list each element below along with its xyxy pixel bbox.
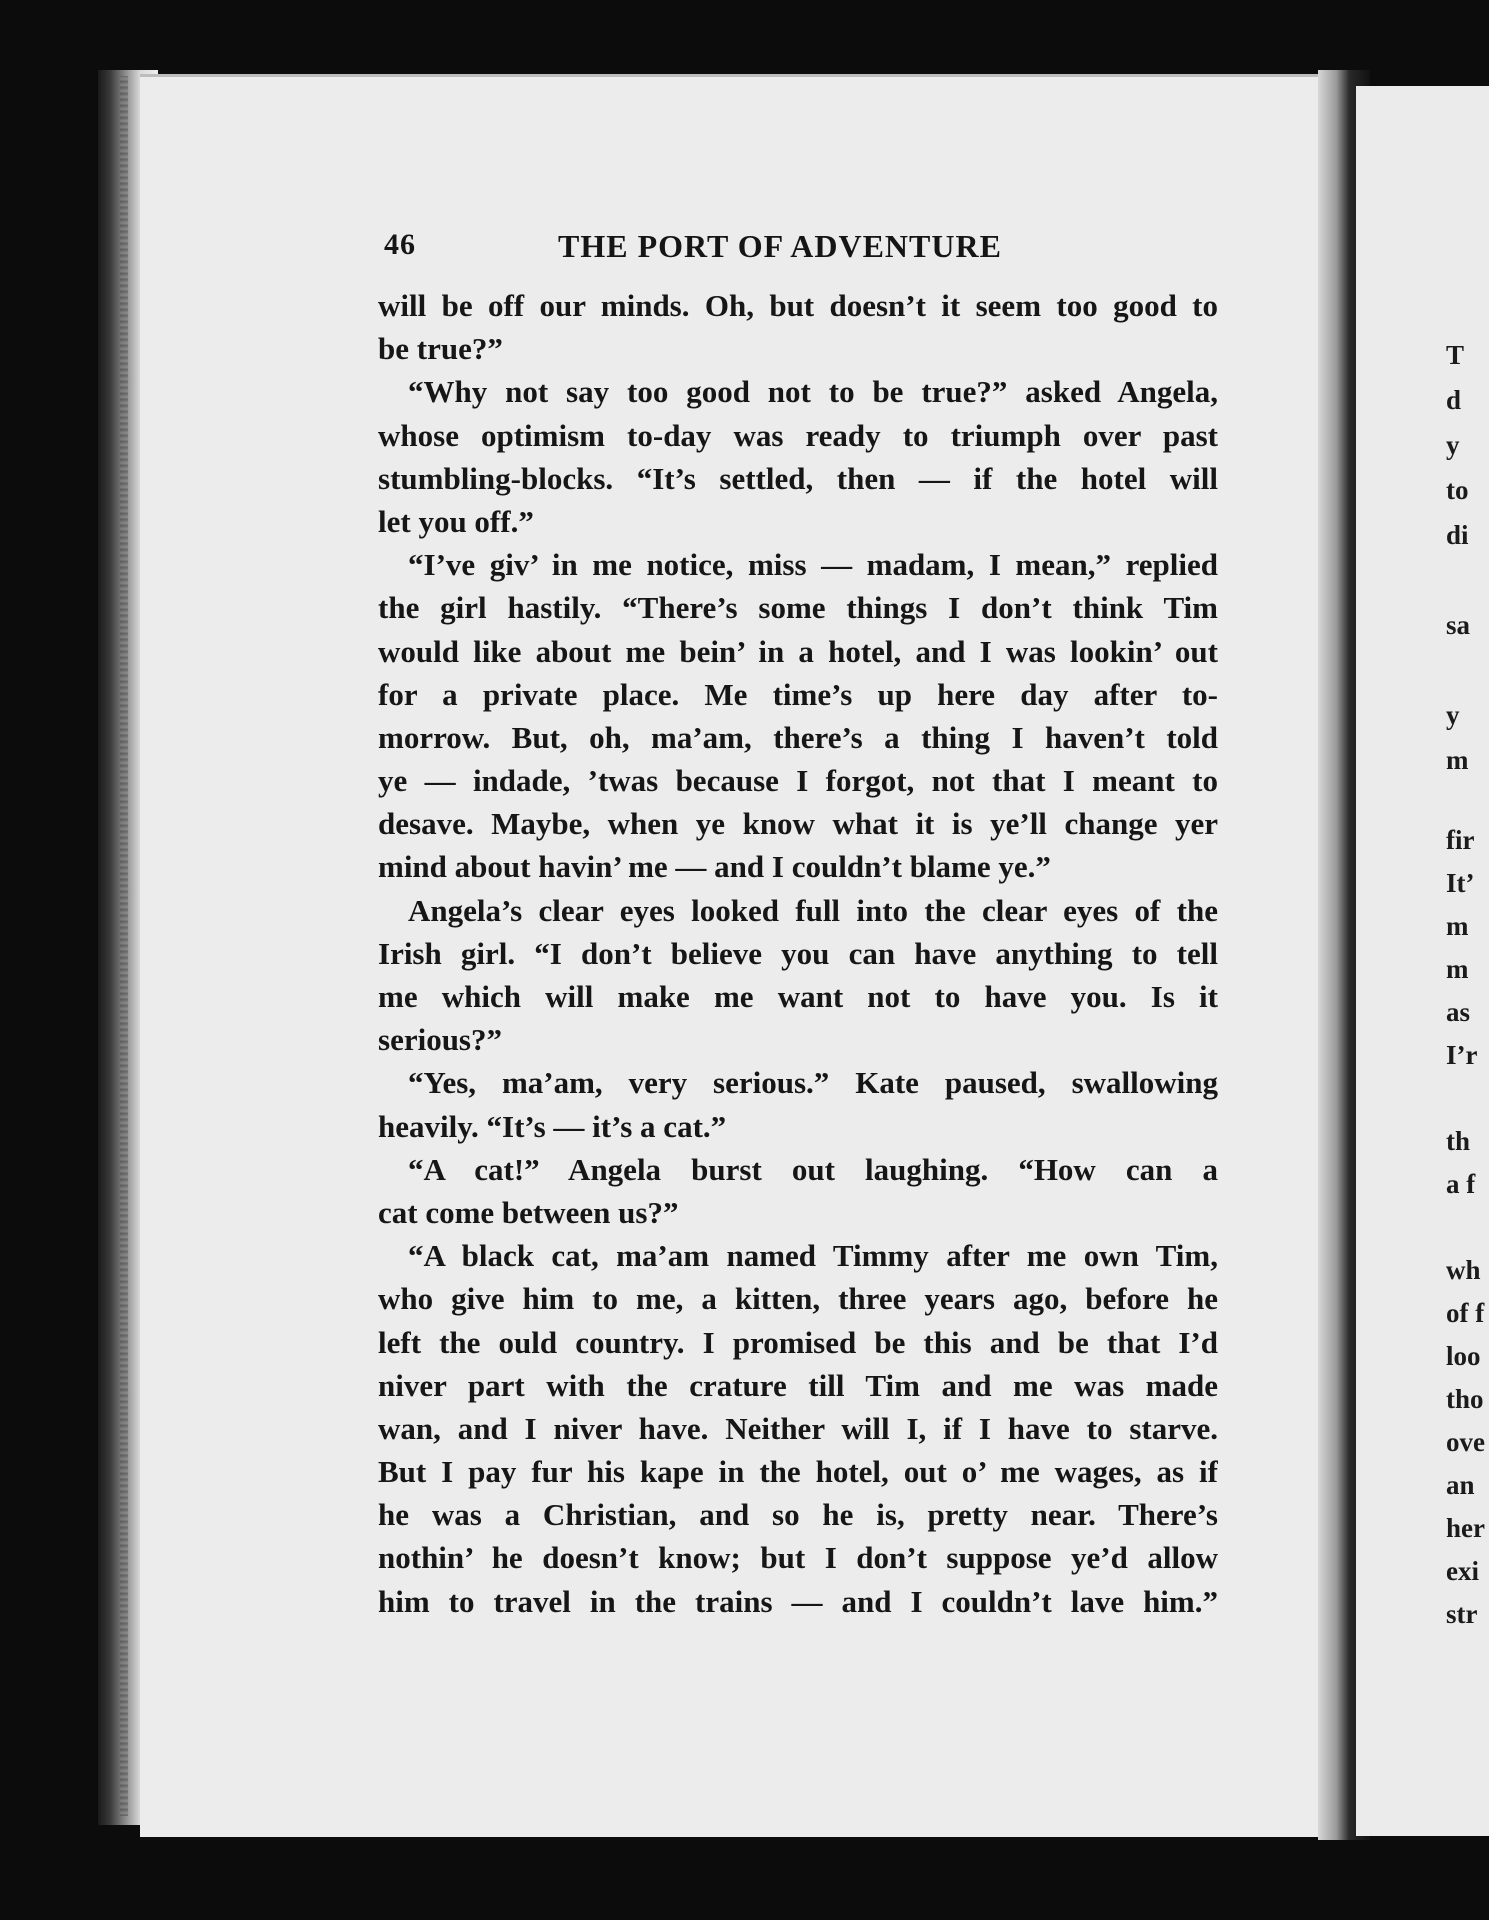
text-line: serious?” [378,1022,502,1058]
text-line: who give him to me, a kitten, three years ago, before he [378,1281,1218,1317]
text-line: “I’ve giv’ in me notice, miss — madam, I mean,” replied [408,547,1218,583]
right-fragment: T [1446,340,1465,370]
page-number: 46 [384,228,416,261]
text-line: nothin’ he doesn’t know; but I don’t suppose ye’d allow [378,1540,1218,1576]
text-line: the girl hastily. “There’s some things I don’t think Tim [378,590,1218,626]
right-fragment: I’r [1446,1040,1478,1070]
text-line: morrow. But, oh, ma’am, there’s a thing I haven’t told [378,719,1218,755]
text-line: desave. Maybe, when ye know what it is ye’ll change yer [378,806,1218,842]
right-fragment: as [1446,997,1471,1027]
right-fragment: fir [1446,825,1475,855]
right-fragment: an [1446,1470,1475,1500]
right-fragment: her [1446,1513,1485,1543]
right-fragment: to [1446,475,1469,505]
text-line: Irish girl. “I don’t believe you can have anything to tell [378,935,1218,971]
right-fragment: a f [1446,1169,1476,1199]
text-line: “Yes, ma’am, very serious.” Kate paused, swallowing [408,1065,1218,1101]
spine-page-edges [120,76,128,1816]
text-line: stumbling-blocks. “It’s settled, then — if the hotel will [378,460,1218,496]
text-line: “A black cat, ma’am named Timmy after me own Tim, [408,1238,1218,1274]
right-fragment: tho [1446,1384,1484,1414]
right-fragment: exi [1446,1556,1479,1586]
text-line: heavily. “It’s — it’s a cat.” [378,1108,727,1144]
right-fragment: It’ [1446,868,1475,898]
book-title: THE PORT OF ADVENTURE [558,228,1002,264]
text-line: “A cat!” Angela burst out laughing. “How can a [408,1151,1218,1187]
right-fragment: m [1446,911,1469,941]
text-line: mind about havin’ me — and I couldn’t blame ye.” [378,849,1051,885]
text-line: him to travel in the trains — and I couldn’t lave him.” [378,1583,1218,1619]
right-fragment: m [1446,745,1469,775]
right-fragment: wh [1446,1255,1481,1285]
text-line: me which will make me want not to have you. Is it [378,979,1218,1014]
text-line: niver part with the crature till Tim and me was made [378,1367,1218,1403]
right-fragment: d [1446,385,1462,415]
right-fragment: str [1446,1599,1478,1629]
text-line: ye — indade, ’twas because I forgot, not that I meant to [378,763,1218,799]
right-fragment: sa [1446,610,1471,640]
text-line: would like about me bein’ in a hotel, and I was lookin’ out [378,633,1218,669]
right-fragment: di [1446,520,1469,550]
text-line: let you off.” [378,503,534,539]
text-line: left the ould country. I promised be this and be that I’d [378,1324,1218,1360]
text-line: will be off our minds. Oh, but doesn’t it seem too good to [378,288,1218,323]
text-line: whose optimism to-day was ready to triumph over past [378,417,1218,453]
text-line: cat come between us?” [378,1194,679,1230]
right-fragment: loo [1446,1341,1481,1371]
running-head [384,228,1054,272]
right-fragment: y [1446,700,1460,730]
right-fragment: ove [1446,1427,1485,1457]
text-line: But I pay fur his kape in the hotel, out o’ me wages, as if [378,1454,1218,1490]
text-line: be true?” [378,331,503,367]
text-line: “Why not say too good not to be true?” asked Angela, [408,374,1218,410]
text-line: wan, and I niver have. Neither will I, if I have to starve. [378,1410,1218,1446]
page-body-text [378,284,1218,1623]
text-line: Angela’s clear eyes looked full into the clear eyes of the [408,892,1218,928]
text-line: he was a Christian, and so he is, pretty near. There’s [378,1497,1218,1533]
right-fragment: m [1446,954,1469,984]
right-fragment: y [1446,430,1460,460]
right-fragment: th [1446,1126,1471,1156]
right-fragment: of f [1446,1298,1485,1328]
text-line: for a private place. Me time’s up here day after to- [378,676,1218,712]
